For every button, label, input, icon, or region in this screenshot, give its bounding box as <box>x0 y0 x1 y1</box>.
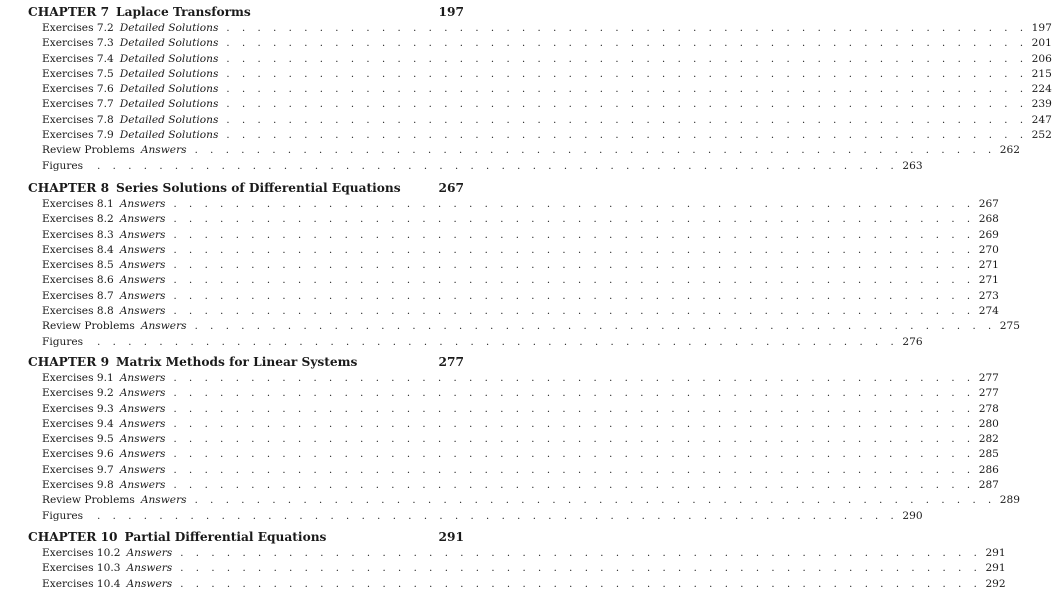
chapter-number: CHAPTER 7 <box>28 5 110 19</box>
entry-page-number: 247 <box>1031 113 1052 126</box>
toc-entry <box>42 82 1052 97</box>
toc-entry <box>42 335 923 350</box>
dot-leader: . . . . . . . . . . . . . . . . . . . . . . . . . . . . . . . . . . . . . . . . . . . . . . . . . . . . <box>173 214 975 226</box>
chapter-entries <box>0 371 1021 524</box>
chapter-heading <box>28 354 464 371</box>
entry-page-number: 252 <box>1031 129 1052 142</box>
toc-entry <box>42 493 1021 508</box>
entry-label: Exercises 8.8 <box>42 305 114 318</box>
entry-page-number: 224 <box>1031 83 1052 96</box>
toc-entry <box>42 546 1006 561</box>
entry-label: Exercises 7.4 <box>42 52 114 65</box>
toc-entry <box>42 304 999 319</box>
dot-leader: . . . . . . . . . . . . . . . . . . . . . . . . . . . . . . . . . . . . . . . . . . . . . . . . . . . . <box>173 229 975 241</box>
dot-leader: . . . . . . . . . . . . . . . . . . . . . . . . . . . . . . . . . . . . . . . . . . . . . . . . . . . . <box>173 403 975 415</box>
entry-description: Answers <box>119 433 166 446</box>
entry-description: Answers <box>126 547 173 559</box>
entry-label: Exercises 7.8 <box>42 113 114 126</box>
entry-description: Answers <box>126 577 173 590</box>
toc-entry <box>42 289 999 304</box>
entry-description: Answers <box>140 144 187 157</box>
entry-description: Answers <box>119 305 166 318</box>
toc-entry <box>42 319 1021 334</box>
entry-description: Detailed Solutions <box>119 52 219 65</box>
dot-leader: . . . . . . . . . . . . . . . . . . . . . . . . . . . . . . . . . . . . . . . . . . . . . . . . . . . . <box>226 114 1028 126</box>
chapter-entries <box>0 197 1021 350</box>
entry-label: Exercises 9.1 <box>42 372 114 384</box>
chapter-title: Series Solutions of Differential Equations <box>116 181 401 195</box>
toc-entry <box>42 561 1006 576</box>
entry-label: Exercises 8.7 <box>42 289 114 302</box>
entry-description: Answers <box>119 274 166 287</box>
entry-page-number: 271 <box>978 274 999 287</box>
entry-page-number: 287 <box>978 479 999 492</box>
entry-label: Exercises 8.4 <box>42 243 114 256</box>
entry-label: Exercises 8.1 <box>42 198 114 210</box>
entry-description: Answers <box>119 228 166 241</box>
entry-description: Detailed Solutions <box>119 83 219 96</box>
entry-label: Exercises 8.2 <box>42 213 114 226</box>
toc-entry <box>42 197 999 212</box>
toc-entry <box>42 577 1006 592</box>
dot-leader: . . . . . . . . . . . . . . . . . . . . . . . . . . . . . . . . . . . . . . . . . . . . . . . . . . . . <box>173 275 975 287</box>
dot-leader: . . . . . . . . . . . . . . . . . . . . . . . . . . . . . . . . . . . . . . . . . . . . . . . . . . . . <box>173 464 975 476</box>
chapter-heading <box>28 180 464 197</box>
chapter-heading <box>28 4 464 21</box>
entry-page-number: 282 <box>978 433 999 446</box>
entry-label: Review Problems <box>42 144 135 157</box>
entry-description: Answers <box>140 320 187 333</box>
entry-label: Exercises 9.6 <box>42 448 114 461</box>
entry-description: Answers <box>119 213 166 226</box>
toc-entry <box>42 113 1052 128</box>
chapter-section <box>0 529 1006 592</box>
entry-description: Answers <box>119 387 166 400</box>
entry-page-number: 274 <box>978 305 999 318</box>
chapter-number: CHAPTER 9 <box>28 355 110 369</box>
entry-page-number: 292 <box>985 577 1006 590</box>
entry-label: Exercises 7.5 <box>42 67 114 80</box>
toc-entry <box>42 243 999 258</box>
entry-page-number: 215 <box>1031 67 1052 80</box>
entry-page-number: 278 <box>978 402 999 415</box>
chapter-page-number: 277 <box>438 355 464 369</box>
entry-label: Review Problems <box>42 494 135 507</box>
entry-description: Detailed Solutions <box>119 37 219 50</box>
entry-label: Exercises 9.3 <box>42 402 114 415</box>
entry-page-number: 273 <box>978 289 999 302</box>
entry-label: Exercises 7.3 <box>42 37 114 50</box>
entry-page-number: 285 <box>978 448 999 461</box>
entry-page-number: 270 <box>978 243 999 256</box>
chapter-title: Matrix Methods for Linear Systems <box>116 355 358 369</box>
dot-leader: . . . . . . . . . . . . . . . . . . . . . . . . . . . . . . . . . . . . . . . . . . . . . . . . . . . . <box>173 290 975 302</box>
entry-label: Exercises 9.5 <box>42 433 114 446</box>
entry-label: Exercises 9.8 <box>42 479 114 492</box>
entry-label: Exercises 7.7 <box>42 98 114 111</box>
toc-entry <box>42 159 923 174</box>
toc-entry <box>42 128 1052 143</box>
dot-leader: . . . . . . . . . . . . . . . . . . . . . . . . . . . . . . . . . . . . . . . . . . . . . . . . . . . . <box>194 321 996 333</box>
entry-description: Detailed Solutions <box>119 113 219 126</box>
entry-page-number: 280 <box>978 417 999 430</box>
entry-description: Answers <box>119 259 166 272</box>
dot-leader: . . . . . . . . . . . . . . . . . . . . . . . . . . . . . . . . . . . . . . . . . . . . . . . . . . . . <box>226 130 1028 142</box>
entry-page-number: 201 <box>1031 37 1052 50</box>
chapter-number: CHAPTER 8 <box>28 181 110 195</box>
chapter-page-number: 291 <box>438 530 464 544</box>
dot-leader: . . . . . . . . . . . . . . . . . . . . . . . . . . . . . . . . . . . . . . . . . . . . . . . . . . . . <box>226 68 1028 80</box>
entry-label: Figures <box>42 159 84 172</box>
entry-description: Answers <box>119 372 166 384</box>
entry-page-number: 291 <box>985 547 1006 559</box>
dot-leader: . . . . . . . . . . . . . . . . . . . . . . . . . . . . . . . . . . . . . . . . . . . . . . . . . . . . <box>173 260 975 272</box>
entry-page-number: 268 <box>978 213 999 226</box>
entry-description: Detailed Solutions <box>119 67 219 80</box>
entry-description: Answers <box>119 417 166 430</box>
entry-page-number: 290 <box>902 509 923 522</box>
chapter-entries <box>0 21 1052 174</box>
entry-label: Exercises 7.9 <box>42 129 114 142</box>
chapter-section <box>0 4 1052 174</box>
dot-leader: . . . . . . . . . . . . . . . . . . . . . . . . . . . . . . . . . . . . . . . . . . . . . . . . . . . . <box>173 199 975 210</box>
chapter-entries <box>0 546 1006 592</box>
dot-leader: . . . . . . . . . . . . . . . . . . . . . . . . . . . . . . . . . . . . . . . . . . . . . . . . . . . . <box>173 418 975 430</box>
entry-description: Answers <box>119 448 166 461</box>
toc-entry <box>42 21 1052 36</box>
toc-entry <box>42 143 1021 158</box>
toc-entry <box>42 386 999 401</box>
entry-description: Detailed Solutions <box>119 129 219 142</box>
entry-description: Answers <box>119 463 166 476</box>
entry-page-number: 286 <box>978 463 999 476</box>
entry-description: Answers <box>126 562 173 575</box>
dot-leader: . . . . . . . . . . . . . . . . . . . . . . . . . . . . . . . . . . . . . . . . . . . . . . . . . . . . <box>226 84 1028 96</box>
entry-description: Detailed Solutions <box>119 98 219 111</box>
entry-label: Exercises 9.2 <box>42 387 114 400</box>
chapter-section <box>0 354 1021 524</box>
entry-label: Exercises 8.6 <box>42 274 114 287</box>
dot-leader: . . . . . . . . . . . . . . . . . . . . . . . . . . . . . . . . . . . . . . . . . . . . . . . . . . . . <box>173 434 975 446</box>
toc-entry <box>42 402 999 417</box>
dot-leader: . . . . . . . . . . . . . . . . . . . . . . . . . . . . . . . . . . . . . . . . . . . . . . . . . . . . <box>97 510 899 522</box>
toc-entry <box>42 432 999 447</box>
toc-entry <box>42 273 999 288</box>
entry-label: Exercises 8.3 <box>42 228 114 241</box>
dot-leader: . . . . . . . . . . . . . . . . . . . . . . . . . . . . . . . . . . . . . . . . . . . . . . . . . . . . <box>194 495 996 507</box>
dot-leader: . . . . . . . . . . . . . . . . . . . . . . . . . . . . . . . . . . . . . . . . . . . . . . . . . . . . <box>226 23 1028 34</box>
toc-entry <box>42 67 1052 82</box>
entry-page-number: 262 <box>999 144 1021 157</box>
toc-entry <box>42 371 999 386</box>
dot-leader: . . . . . . . . . . . . . . . . . . . . . . . . . . . . . . . . . . . . . . . . . . . . . . . . . . . . <box>226 53 1028 65</box>
dot-leader: . . . . . . . . . . . . . . . . . . . . . . . . . . . . . . . . . . . . . . . . . . . . . . . . . . . . <box>226 99 1028 111</box>
entry-page-number: 277 <box>978 387 999 400</box>
toc-entry <box>42 478 999 493</box>
chapter-number: CHAPTER 10 <box>28 530 118 544</box>
toc-entry <box>42 447 999 462</box>
entry-page-number: 276 <box>902 335 923 348</box>
entry-label: Figures <box>42 335 84 348</box>
entry-label: Exercises 10.3 <box>42 562 121 575</box>
entry-description: Detailed Solutions <box>119 22 219 34</box>
dot-leader: . . . . . . . . . . . . . . . . . . . . . . . . . . . . . . . . . . . . . . . . . . . . . . . . . . . . <box>97 160 899 172</box>
toc-entry <box>42 212 999 227</box>
entry-description: Answers <box>119 243 166 256</box>
dot-leader: . . . . . . . . . . . . . . . . . . . . . . . . . . . . . . . . . . . . . . . . . . . . . . . . . . . . <box>226 38 1028 50</box>
chapter-page-number: 267 <box>438 181 464 195</box>
entry-page-number: 206 <box>1031 52 1052 65</box>
entry-label: Exercises 9.7 <box>42 463 114 476</box>
chapter-page-number: 197 <box>438 5 464 19</box>
dot-leader: . . . . . . . . . . . . . . . . . . . . . . . . . . . . . . . . . . . . . . . . . . . . . . . . . . . . <box>180 548 982 559</box>
toc-entry <box>42 228 999 243</box>
entry-label: Exercises 7.2 <box>42 22 114 34</box>
chapter-title: Laplace Transforms <box>116 5 251 19</box>
dot-leader: . . . . . . . . . . . . . . . . . . . . . . . . . . . . . . . . . . . . . . . . . . . . . . . . . . . . <box>173 244 975 256</box>
dot-leader: . . . . . . . . . . . . . . . . . . . . . . . . . . . . . . . . . . . . . . . . . . . . . . . . . . . . <box>173 373 975 384</box>
toc-entry <box>42 36 1052 51</box>
entry-page-number: 291 <box>985 562 1006 575</box>
entry-page-number: 277 <box>978 372 999 384</box>
dot-leader: . . . . . . . . . . . . . . . . . . . . . . . . . . . . . . . . . . . . . . . . . . . . . . . . . . . . <box>180 563 982 575</box>
entry-description: Answers <box>119 479 166 492</box>
chapter-section <box>0 180 1021 350</box>
toc-entry <box>42 258 999 273</box>
entry-page-number: 269 <box>978 228 999 241</box>
entry-description: Answers <box>119 289 166 302</box>
dot-leader: . . . . . . . . . . . . . . . . . . . . . . . . . . . . . . . . . . . . . . . . . . . . . . . . . . . . <box>173 388 975 400</box>
entry-label: Exercises 10.2 <box>42 547 121 559</box>
entry-page-number: 267 <box>978 198 999 210</box>
toc-entry <box>42 97 1052 112</box>
dot-leader: . . . . . . . . . . . . . . . . . . . . . . . . . . . . . . . . . . . . . . . . . . . . . . . . . . . . <box>97 336 899 348</box>
entry-label: Exercises 7.6 <box>42 83 114 96</box>
toc-entry <box>42 509 923 524</box>
entry-page-number: 239 <box>1031 98 1052 111</box>
entry-page-number: 271 <box>978 259 999 272</box>
toc-entry <box>42 417 999 432</box>
entry-page-number: 275 <box>999 320 1021 333</box>
dot-leader: . . . . . . . . . . . . . . . . . . . . . . . . . . . . . . . . . . . . . . . . . . . . . . . . . . . . <box>173 306 975 318</box>
entry-page-number: 263 <box>902 159 923 172</box>
chapter-title: Partial Differential Equations <box>124 530 327 544</box>
entry-label: Exercises 9.4 <box>42 417 114 430</box>
entry-label: Figures <box>42 509 84 522</box>
chapter-heading <box>28 529 464 546</box>
entry-description: Answers <box>119 198 166 210</box>
dot-leader: . . . . . . . . . . . . . . . . . . . . . . . . . . . . . . . . . . . . . . . . . . . . . . . . . . . . <box>173 449 975 461</box>
toc-entry <box>42 463 999 478</box>
dot-leader: . . . . . . . . . . . . . . . . . . . . . . . . . . . . . . . . . . . . . . . . . . . . . . . . . . . . <box>194 145 996 157</box>
toc-entry <box>42 52 1052 67</box>
entry-description: Answers <box>119 402 166 415</box>
entry-page-number: 289 <box>999 494 1021 507</box>
entry-description: Answers <box>140 494 187 507</box>
entry-page-number: 197 <box>1031 22 1052 34</box>
entry-label: Review Problems <box>42 320 135 333</box>
dot-leader: . . . . . . . . . . . . . . . . . . . . . . . . . . . . . . . . . . . . . . . . . . . . . . . . . . . . <box>180 578 982 590</box>
entry-label: Exercises 10.4 <box>42 577 121 590</box>
entry-label: Exercises 8.5 <box>42 259 114 272</box>
dot-leader: . . . . . . . . . . . . . . . . . . . . . . . . . . . . . . . . . . . . . . . . . . . . . . . . . . . . <box>173 480 975 492</box>
